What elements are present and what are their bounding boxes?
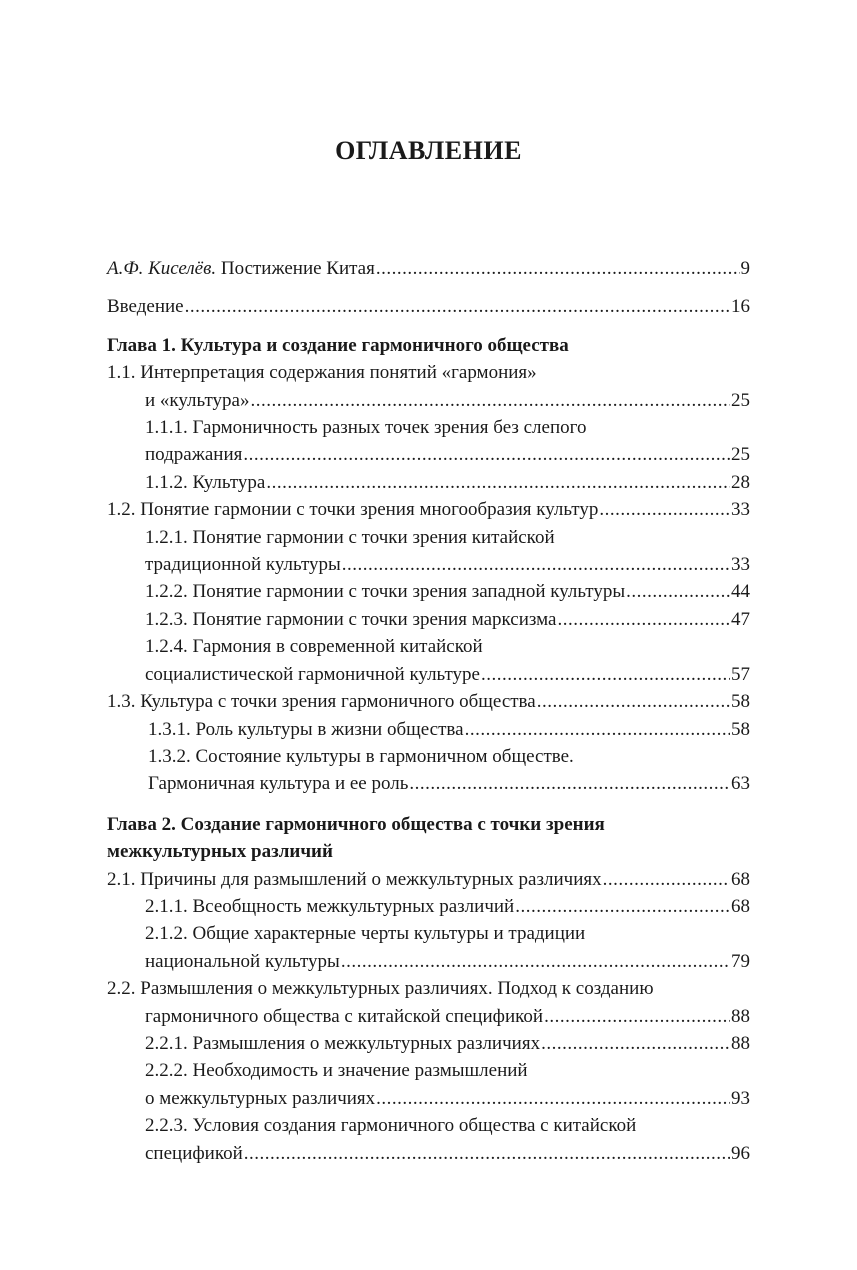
dot-leader — [244, 1140, 730, 1167]
chapter-title: Глава 1. Культура и создание гармоничного общества — [107, 334, 569, 356]
dot-leader — [243, 441, 730, 468]
toc-entry — [107, 524, 750, 579]
toc-page-number: 58 — [731, 691, 750, 713]
toc-entry-title: 1.1.2. Культура — [145, 471, 266, 493]
toc-entry — [107, 293, 750, 320]
toc-entry-title: 1.1. Интерпретация содержания понятий «гармония» — [107, 362, 537, 384]
toc-entry-title: 2.2. Размышления о межкультурных различиях. Подход к созданию — [107, 978, 654, 1000]
toc-entry-title: 2.2.2. Необходимость и значение размышлений — [145, 1060, 528, 1082]
chapter-heading — [107, 811, 750, 866]
dot-leader — [341, 948, 730, 975]
toc-entry-title-cont: социалистической гармоничной культуре — [145, 663, 480, 685]
toc-entry-title: Введение — [107, 296, 184, 318]
toc-entry-title: 1.3.1. Роль культуры в жизни общества — [148, 718, 464, 740]
toc-entry-title: 1.2.1. Понятие гармонии с точки зрения китайской — [145, 526, 555, 548]
toc-entry-title: 1.2.4. Гармония в современной китайской — [145, 636, 483, 658]
toc-entry-title-cont: подражания — [145, 444, 243, 466]
toc-page-number: 68 — [731, 895, 750, 917]
toc-entry — [107, 414, 750, 469]
chapter-title: Глава 2. Создание гармоничного общества с точки зрения — [107, 813, 605, 835]
toc-author: А.Ф. Киселёв. — [107, 258, 217, 279]
toc-page-number: 33 — [731, 499, 750, 521]
toc-page-number: 28 — [731, 471, 750, 493]
dot-leader — [250, 387, 730, 414]
toc-entry-title: 1.2.3. Понятие гармонии с точки зрения марксизма — [145, 608, 557, 630]
dot-leader — [376, 1085, 730, 1112]
toc-entry — [107, 255, 750, 282]
toc-entry — [107, 496, 750, 523]
toc-entry — [107, 920, 750, 975]
dot-leader — [266, 469, 730, 496]
dot-leader — [537, 688, 730, 715]
toc-entry — [107, 578, 750, 605]
toc-page-number: 33 — [731, 554, 750, 576]
toc-page-number: 57 — [731, 663, 750, 685]
toc-entry — [107, 975, 750, 1030]
toc-entry-title-cont: о межкультурных различиях — [145, 1087, 376, 1109]
toc-entry-title: 1.1.1. Гармоничность разных точек зрения без слепого — [145, 417, 587, 439]
toc-page-number: 44 — [731, 581, 750, 603]
toc-entry — [107, 359, 750, 414]
toc-entry — [107, 893, 750, 920]
toc-entry-title: 1.3.2. Состояние культуры в гармоничном обществе. — [148, 745, 574, 767]
dot-leader — [409, 770, 730, 797]
toc-page-number: 63 — [731, 773, 750, 795]
chapter-title-cont: межкультурных различий — [107, 841, 333, 863]
toc-entry-title: 2.1.2. Общие характерные черты культуры и традиции — [145, 923, 586, 945]
dot-leader — [603, 866, 730, 893]
toc-entry — [107, 469, 750, 496]
toc-entry — [107, 1030, 750, 1057]
toc-entry — [107, 633, 750, 688]
toc-entry-title-cont: гармоничного общества с китайской спецификой — [145, 1005, 544, 1027]
toc-page-number: 96 — [731, 1142, 750, 1164]
chapter-heading — [107, 332, 750, 359]
toc-entry-title: 1.2. Понятие гармонии с точки зрения многообразия культур — [107, 499, 599, 521]
toc-page-number: 58 — [731, 718, 750, 740]
dot-leader — [185, 293, 730, 320]
dot-leader — [544, 1003, 730, 1030]
toc-entry-title: Постижение Китая — [220, 258, 375, 279]
toc-page-number: 25 — [731, 444, 750, 466]
toc-entry — [107, 866, 750, 893]
dot-leader — [626, 578, 730, 605]
toc-page-number: 47 — [731, 608, 750, 630]
toc-entry-title-cont: Гармоничная культура и ее роль — [148, 773, 409, 795]
toc-page-number: 16 — [731, 296, 750, 318]
toc-entry-title: 2.1. Причины для размышлений о межкультурных различиях — [107, 868, 602, 890]
toc-entry-title: 2.2.3. Условия создания гармоничного общества с китайской — [145, 1115, 637, 1137]
dot-leader — [342, 551, 730, 578]
toc-entry-title: 1.2.2. Понятие гармонии с точки зрения западной культуры — [145, 581, 626, 603]
dot-leader — [481, 661, 730, 688]
toc-page-number: 25 — [731, 389, 750, 411]
toc-entry-title-cont: национальной культуры — [145, 950, 340, 972]
toc-entry — [107, 688, 750, 715]
toc-entry-title-cont: традиционной культуры — [145, 554, 341, 576]
dot-leader — [557, 606, 730, 633]
page-title: ОГЛАВЛЕНИЕ — [335, 136, 522, 165]
dot-leader — [376, 255, 740, 282]
toc-page-number: 9 — [740, 258, 750, 279]
dot-leader — [515, 893, 730, 920]
toc-entry — [107, 1112, 750, 1167]
toc-entry-title-cont: спецификой — [145, 1142, 243, 1164]
table-of-contents — [107, 255, 750, 1167]
toc-entry — [107, 743, 750, 798]
toc-entry-title: 2.2.1. Размышления о межкультурных различиях — [145, 1032, 541, 1054]
toc-entry-title: 2.1.1. Всеобщность межкультурных различий — [145, 895, 515, 917]
toc-page-number: 88 — [731, 1005, 750, 1027]
toc-entry — [107, 1057, 750, 1112]
toc-entry — [107, 606, 750, 633]
toc-page-number: 93 — [731, 1087, 750, 1109]
toc-page-number: 68 — [731, 868, 750, 890]
toc-entry-title: 1.3. Культура с точки зрения гармоничного общества — [107, 691, 536, 713]
toc-entry-title-cont: и «культура» — [145, 389, 250, 411]
dot-leader — [541, 1030, 730, 1057]
toc-page-number: 88 — [731, 1032, 750, 1054]
dot-leader — [465, 716, 730, 743]
toc-page-number: 79 — [731, 950, 750, 972]
toc-entry — [107, 716, 750, 743]
dot-leader — [599, 496, 730, 523]
